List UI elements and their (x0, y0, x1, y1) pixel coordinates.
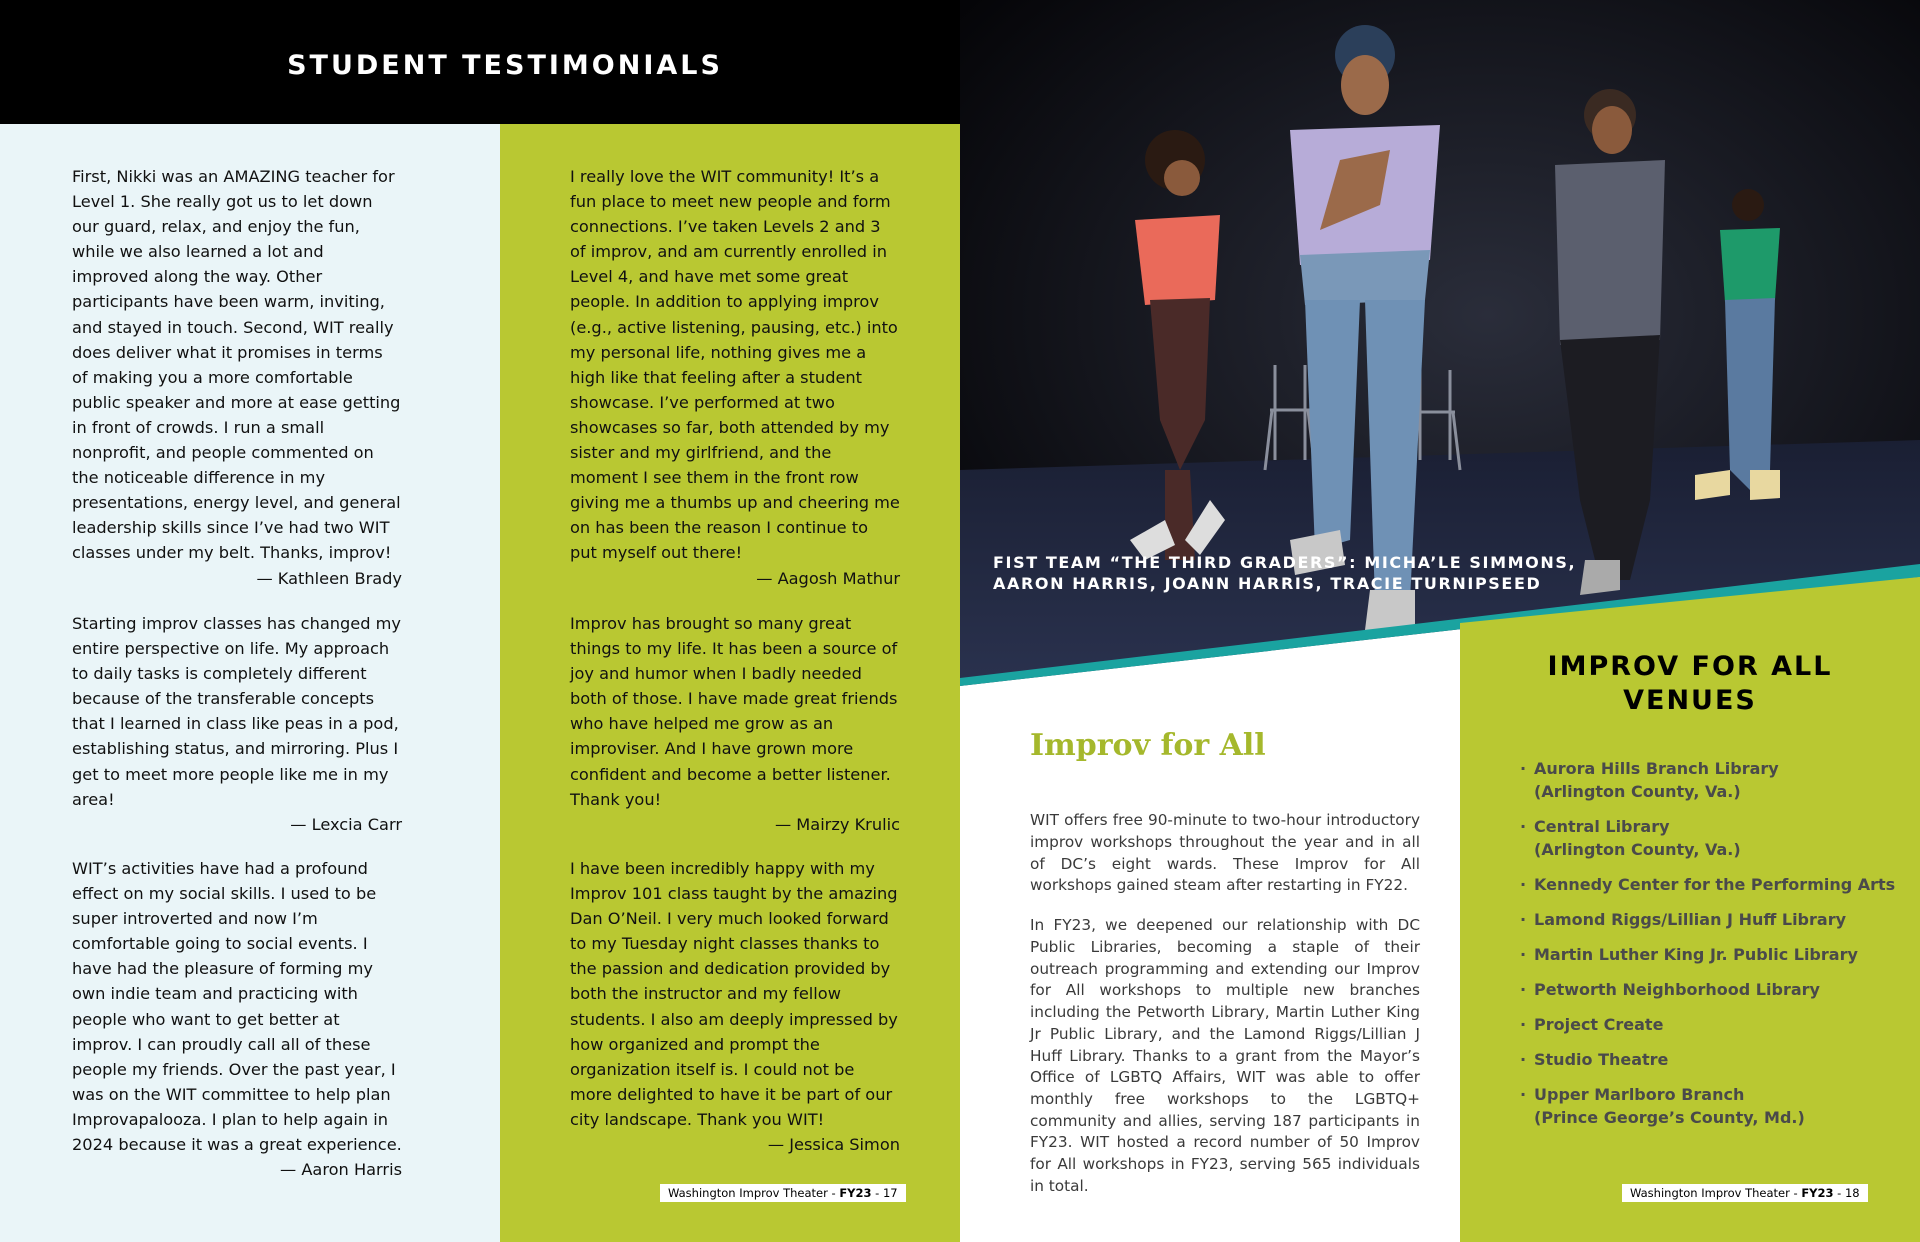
venue-name: Upper Marlboro Branch (1534, 1085, 1745, 1104)
footer-page-number: - 17 (871, 1186, 898, 1200)
testimonial-author: — Aaron Harris (280, 1160, 402, 1180)
list-item (1520, 943, 1910, 966)
list-item (1520, 757, 1910, 803)
testimonial (570, 856, 900, 1157)
testimonial-quote: Improv has brought so many great things to my life. It has been a source of joy and humor when I badly needed both of those. I have made great friends who have helped me grow as an improviser. And I have grown more confident and become a better listener. Thank you! (570, 614, 898, 809)
venue-name: Kennedy Center for the Performing Arts (1534, 875, 1896, 894)
testimonial-quote: WIT’s activities have had a profound effect on my social skills. I used to be super introverted and now I’m comfortable going to social events. I have had the pleasure of forming my own indie team and practicing with people who want to get better at improv. I can proudly call all of these people my friends. Over the past year, I was on the WIT committee to help plan Improvapalooza. I plan to help again in 2024 because it was a great experience. (72, 859, 402, 1155)
footer-org: Washington Improv Theater - (668, 1186, 840, 1200)
venues-title-line: IMPROV FOR ALL (1547, 651, 1833, 682)
list-item (1520, 815, 1910, 861)
venue-location: (Arlington County, Va.) (1534, 782, 1741, 801)
venues-title-line: VENUES (1623, 685, 1757, 716)
list-item (1520, 1048, 1910, 1071)
venue-location: (Prince George’s County, Md.) (1534, 1108, 1805, 1127)
page-footer-right (1622, 1184, 1868, 1202)
testimonial (72, 164, 402, 591)
testimonial-author: — Jessica Simon (767, 1135, 900, 1155)
footer-fy: FY23 (839, 1186, 872, 1200)
list-item (1520, 1013, 1910, 1036)
list-item (1520, 1083, 1910, 1129)
venues-list (1520, 757, 1910, 1141)
footer-page-number: - 18 (1833, 1186, 1860, 1200)
testimonial-author: — Kathleen Brady (256, 568, 402, 588)
testimonial-quote: First, Nikki was an AMAZING teacher for Level 1. She really got us to let down our guard, relax, and enjoy the fun, while we also learned a lot and improved along the way. Other participants have been warm, inviting, and stayed in touch. Second, WIT really does deliver what it promises in terms of making you a more comfortable public speaker and more at ease getting in front of crowds. I run a small nonprofit, and people commented on the noticeable difference in my presentations, energy level, and general leadership skills since I’ve had two WIT classes under my belt. Thanks, improv! (72, 167, 401, 563)
testimonial-author: — Lexcia Carr (290, 814, 402, 834)
page-footer-left (660, 1184, 906, 1202)
testimonial (72, 611, 402, 837)
testimonial-author: — Mairzy Krulic (774, 814, 900, 834)
venue-name: Martin Luther King Jr. Public Library (1534, 945, 1858, 964)
venue-name: Aurora Hills Branch Library (1534, 759, 1779, 778)
venue-name: Petworth Neighborhood Library (1534, 980, 1820, 999)
testimonial-quote: Starting improv classes has changed my entire perspective on life. My approach to daily tasks is completely different because of the transferable concepts that I learned in class like peas in a pod, establishing status, and mirroring. Plus I get to meet more people like me in my area! (72, 614, 402, 809)
testimonial-quote: I really love the WIT community! It’s a fun place to meet new people and form connections. I’ve taken Levels 2 and 3 of improv, and am currently enrolled in Level 4, and have met some great people. In addition to applying improv (e.g., active listening, pausing, etc.) into my personal life, nothing gives me a high like that feeling after a student showcase. I’ve performed at two showcases so far, both attended by my sister and my girlfriend, and the moment I see them in the front row giving me a thumbs up and cheering me on has been the reason I continue to put myself out there! (570, 167, 900, 563)
testimonial-quote: I have been incredibly happy with my Improv 101 class taught by the amazing Dan O’Neil. I very much looked forward to my Tuesday night classes thanks to the passion and dedication provided by both the instructor and my fellow students. I also am deeply impressed by how organized and prompt the organization itself is. I could not be more delighted to have it be part of our city landscape. Thank you WIT! (570, 859, 898, 1129)
venue-name: Central Library (1534, 817, 1670, 836)
body-paragraph: WIT offers free 90-minute to two-hour introductory improv workshops throughout the year and in all of DC’s eight wards. These Improv for All workshops gained steam after restarting in FY22. (1030, 811, 1420, 895)
footer-fy: FY23 (1801, 1186, 1834, 1200)
list-item (1520, 873, 1910, 896)
improv-for-all-heading: Improv for All (1030, 728, 1266, 763)
venue-name: Studio Theatre (1534, 1050, 1669, 1069)
page-title: STUDENT TESTIMONIALS (287, 50, 723, 81)
list-item (1520, 908, 1910, 931)
testimonial (570, 164, 900, 591)
testimonial (72, 856, 402, 1182)
venues-title (1460, 650, 1920, 718)
venue-name: Project Create (1534, 1015, 1664, 1034)
photo-caption: FIST TEAM “THE THIRD GRADERS”: MICHA’LE SIMMONS, AARON HARRIS, JOANN HARRIS, TRACIE TURNIPSEED (993, 553, 1577, 593)
footer-org: Washington Improv Theater - (1630, 1186, 1802, 1200)
testimonial-author: — Aagosh Mathur (756, 568, 900, 588)
venue-location: (Arlington County, Va.) (1534, 840, 1741, 859)
venue-name: Lamond Riggs/Lillian J Huff Library (1534, 910, 1847, 929)
testimonial (570, 611, 900, 837)
body-paragraph: In FY23, we deepened our relationship with DC Public Libraries, becoming a staple of their outreach programming and extending our Improv for All workshops to multiple new branches including the Petworth Library, Martin Luther King Jr Public Library, and the Lamond Riggs/Lillian J Huff Library. Thanks to a grant from the Mayor’s Office of LGBTQ Affairs, WIT was able to offer monthly free workshops to the LGBTQ+ community and allies, serving 187 participants in FY23. WIT hosted a record number of 50 Improv for All workshops in FY23, serving 565 individuals in total. (1030, 916, 1420, 1195)
list-item (1520, 978, 1910, 1001)
